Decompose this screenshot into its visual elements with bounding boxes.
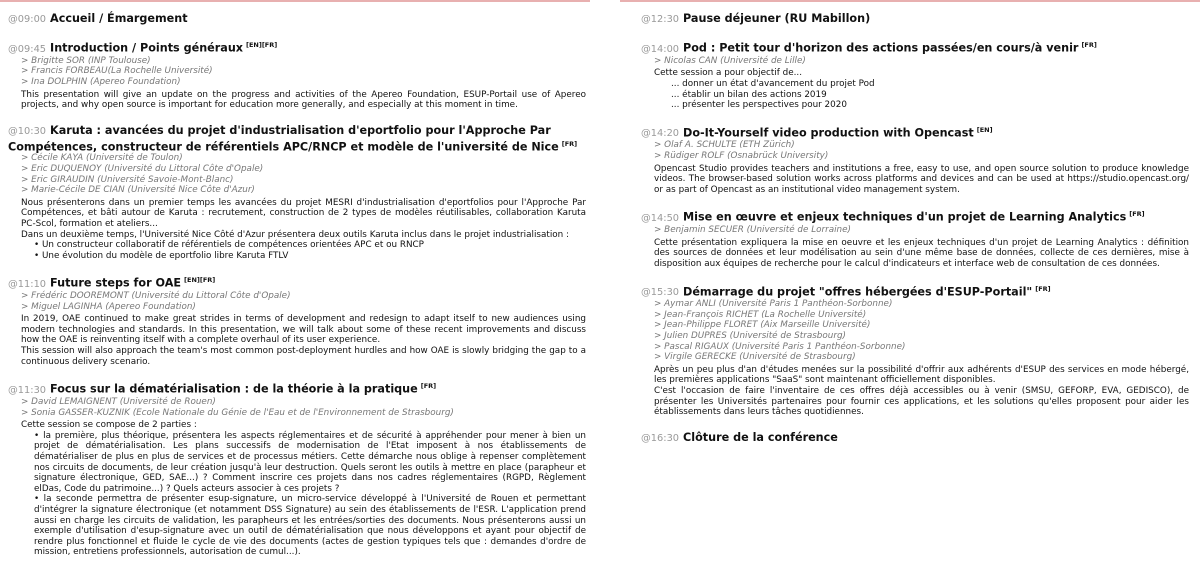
top-divider bbox=[620, 0, 1200, 2]
bullet-item: • la première, plus théorique, présentera les aspects réglementaires et de sécurité à appréhender pour mener à bien un projet de dématérialisation. Les plans successifs de modernisation de l'Etat imposent à nos établissements de dématérialiser de plus en plus de services et de processus métiers. Cette démarche nous oblige à repenser complètement nos circuits de documents, de leur création jusqu'à leur destruction. Quels seront les outils à mettre en place (parapheur et signature électronique, GED, SAE...) ? Comment inscrire ces projets dans nos cadres réglementaires (RGPD, Règlement elDas, Code du patrimoine...) ? Quels acteurs associer à ces projets ? bbox=[34, 430, 586, 494]
session-title: Introduction / Points généraux bbox=[50, 41, 244, 55]
session-title: Do-It-Yourself video production with Opencast bbox=[683, 126, 974, 140]
language-tag: [EN][FR] bbox=[246, 41, 278, 49]
session-time: @10:30 bbox=[8, 125, 47, 137]
session bbox=[641, 283, 1189, 418]
session-time: @14:00 bbox=[641, 43, 680, 55]
session-title: Karuta : avancées du projet d'industrialisation d'eportfolio pour l'Approche Par Compétences, constructeur de référentiels APC/RNCP et modèle de l'université de Nice bbox=[8, 123, 559, 154]
speaker: > Ina DOLPHIN (Apereo Foundation) bbox=[21, 76, 181, 87]
session bbox=[641, 431, 1189, 445]
session-time: @11:30 bbox=[8, 385, 47, 396]
speaker: > Aymar ANLI (Université Paris 1 Panthéon-Sorbonne) bbox=[654, 299, 893, 310]
language-tag: [FR] bbox=[1081, 41, 1097, 49]
session-time: @14:20 bbox=[641, 128, 680, 140]
session bbox=[641, 39, 1189, 111]
bullet-item: • Un constructeur collaboratif de référentiels de compétences orientées APC et ou RNCP bbox=[34, 240, 424, 251]
language-tag: [FR] bbox=[561, 139, 578, 148]
speaker: > Francis FORBEAU(La Rochelle Université) bbox=[21, 66, 213, 77]
speaker: > Eric DUQUENOY (Université du Littoral Côte d'Opale) bbox=[21, 164, 264, 175]
session-description: Nous présenterons dans un premier temps les avancées du projet MESRI d'industrialisation d'eportfolios pour l'Approche Par Compétences, et bâti autour de Karuta : recrutement, construction de 2 types de modèles réutilisables, collaboration Karuta PC-Scol, formation et ateliers... bbox=[21, 197, 586, 229]
right-column bbox=[641, 12, 1189, 458]
session-title: Future steps for OAE bbox=[50, 277, 182, 291]
session-description: This session will also approach the team's most common post-deployment hurdles and how OAE is slowly bridging the gap to a continuous delivery scenario. bbox=[21, 346, 586, 367]
session-description: Après un peu plus d'an d'études menées sur la possibilité d'offrir aux adhérents d'ESUP des services en mode hébergé, les premières applications "SaaS" sont maintenant officiellement disponibles. bbox=[654, 364, 1189, 386]
language-tag: [FR] bbox=[1129, 210, 1145, 219]
session-title: Clôture de la conférence bbox=[683, 430, 838, 444]
speaker: > Virgile GERECKE (Université de Strasbourg) bbox=[654, 352, 856, 363]
speaker: > Miguel LAGINHA (Apereo Foundation) bbox=[21, 301, 196, 312]
session bbox=[641, 12, 1189, 26]
speaker: > Nicolas CAN (Université de Lille) bbox=[654, 55, 806, 66]
language-tag: [FR] bbox=[1035, 284, 1051, 293]
speaker: > Cécile KAYA (Université de Toulon) bbox=[21, 153, 183, 164]
session bbox=[8, 124, 586, 262]
session-description: C'est l'occasion de faire l'inventaire de ces offres déjà accessibles ou à venir (SMSU, GEFORP, EVA, GEDISCO), de présenter les Universités partenaires pour fournir ces applications, et les solutions qu'elles proposent pour aider les établissements dans leurs tâches quotidiennes. bbox=[654, 386, 1189, 418]
objective-item: ... présenter les perspectives pour 2020 bbox=[671, 100, 847, 111]
session-title: Pod : Petit tour d'horizon des actions passées/en cours/à venir bbox=[683, 41, 1079, 55]
session-description: In 2019, OAE continued to make great strides in terms of development and redesign to adapt itself to new audiences using modern technologies and standards. In this presentation, we will talk about some of these recent improvements and discuss how the OAE is reinventing itself with a complete overhaul of its user experience. bbox=[21, 314, 586, 346]
speaker: > Jean-François RICHET (La Rochelle Université) bbox=[654, 309, 867, 320]
session bbox=[8, 274, 586, 367]
language-tag: [FR] bbox=[420, 382, 437, 391]
bullet-item: • la seconde permettra de présenter esup-signature, un micro-service développé à l'Université de Rouen et permettant d'intégrer la signature électronique (et notamment DSS Signature) au sein des établissements de l'ESR. L'application prend aussi en charge les circuits de validation, les parapheurs et les entrées/sorties des documents. Nous présenterons aussi un exemple d'utilisation d'esup-signature avec un outil de dématérialisation que nous développons et ayant pour objectif de rendre plus fonctionnel et fluide le cycle de vie des documents (actes de gestion typiques tels que : demandes d'ordre de mission, entretiens professionnels, autorisation de cumul...). bbox=[34, 494, 586, 558]
session-time: @15:30 bbox=[641, 287, 680, 299]
session bbox=[641, 124, 1189, 196]
session-description: Opencast Studio provides teachers and institutions a free, easy to use, and open source solution to produce knowledge videos. The browser-based solution works across platforms and devices and can be used at https://studio.opencast.org/ or as part of Opencast as an institutional video management system. bbox=[654, 163, 1189, 195]
speaker: > Julien DUPRES (Université de Strasbourg) bbox=[654, 331, 846, 342]
session-time: @09:45 bbox=[8, 43, 47, 55]
objective-item: ... donner un état d'avancement du projet Pod bbox=[671, 78, 875, 89]
session-description: Cette session se compose de 2 parties : bbox=[21, 420, 197, 431]
session-description: This presentation will give an update on the progress and activities of the Apereo Foundation, ESUP-Portail use of Apereo projects, and why open source is important for education more generally, and especially at this moment in time. bbox=[21, 89, 586, 111]
session bbox=[8, 380, 586, 558]
objective-item: ... établir un bilan des actions 2019 bbox=[671, 89, 827, 100]
session bbox=[641, 208, 1189, 269]
left-column bbox=[8, 12, 586, 571]
language-tag: [EN][FR] bbox=[184, 276, 216, 285]
top-divider bbox=[0, 0, 590, 2]
speaker: > Jean-Philippe FLORET (Aix Marseille Université) bbox=[654, 320, 871, 331]
speaker: > Sonia GASSER-KUZNIK (Ecole Nationale du Génie de l'Eau et de l'Environnement de Strasbourg) bbox=[21, 407, 454, 418]
session-description: Cette session a pour objectif de... bbox=[654, 68, 802, 79]
session-title: Focus sur la dématérialisation : de la théorie à la pratique bbox=[50, 383, 418, 396]
speaker: > Olaf A. SCHULTE (ETH Zürich) bbox=[654, 140, 795, 151]
bullet-item: • Une évolution du modèle de eportfolio libre Karuta FTLV bbox=[34, 250, 289, 261]
session-description: Dans un deuxième temps, l'Université Nice Côté d'Azur présentera deux outils Karuta inclus dans le projet industrialisation : bbox=[21, 229, 569, 240]
session-title: Mise en œuvre et enjeux techniques d'un projet de Learning Analytics bbox=[683, 211, 1127, 225]
speaker: > Marie-Cécile DE CIAN (Université Nice Côte d'Azur) bbox=[21, 185, 255, 196]
session-time: @14:50 bbox=[641, 213, 680, 225]
session-title: Accueil / Émargement bbox=[50, 12, 188, 25]
session bbox=[8, 39, 586, 111]
speaker: > Pascal RIGAUX (Université Paris 1 Panthéon-Sorbonne) bbox=[654, 341, 906, 352]
session-time: @11:10 bbox=[8, 279, 47, 291]
session-title: Démarrage du projet "offres hébergées d'ESUP-Portail" bbox=[683, 285, 1033, 299]
speaker: > David LEMAIGNENT (Université de Rouen) bbox=[21, 397, 216, 407]
speaker: > Benjamin SECUER (Université de Lorraine) bbox=[654, 225, 851, 236]
session-time: @09:00 bbox=[8, 14, 47, 25]
speaker: > Frédéric DOOREMONT (Université du Littoral Côte d'Opale) bbox=[21, 291, 291, 302]
speaker: > Brigitte SOR (INP Toulouse) bbox=[21, 55, 151, 66]
session-time: @12:30 bbox=[641, 14, 680, 25]
session-time: @16:30 bbox=[641, 432, 680, 444]
session-title: Pause déjeuner (RU Mabillon) bbox=[683, 12, 871, 25]
session-description: Cette présentation expliquera la mise en oeuvre et les enjeux techniques d'un projet de Learning Analytics : définition des sources de données et leur modélisation au sein d'une même base de données, collecte de ces dernières, mise à disposition aux équipes de recherche pour le calcul d'indicateurs et interface web de consultation de ces données. bbox=[654, 237, 1189, 269]
speaker: > Eric GIRAUDIN (Université Savoie-Mont-Blanc) bbox=[21, 174, 234, 185]
session bbox=[8, 12, 586, 26]
speaker: > Rüdiger ROLF (Osnabrück University) bbox=[654, 151, 829, 162]
language-tag: [EN] bbox=[976, 125, 993, 134]
